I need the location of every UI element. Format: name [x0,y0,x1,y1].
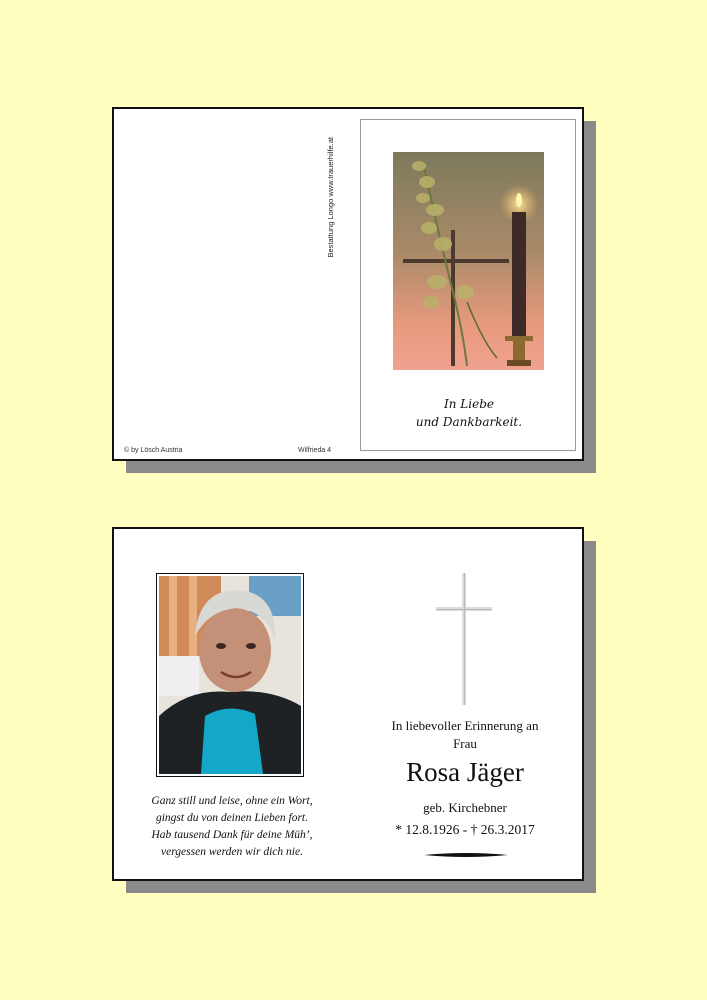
maiden-name: geb. Kirchebner [423,800,507,815]
poem [114,793,350,861]
life-dates: * 12.8.1926 - † 26.3.2017 [395,822,535,837]
candle-cross-image [393,152,544,370]
ornament-divider [424,851,508,859]
poem-line-2: gingst du von deinen Lieben fort. [155,812,309,824]
intro-line-1: In liebevoller Erinnerung an [391,718,539,733]
copyright-note: © by Lösch Austria [124,447,183,454]
cover-frame [360,119,576,451]
motto-line-2: und Dankbarkeit. [415,415,523,429]
card-inside [112,527,584,881]
portrait-photo [159,576,301,774]
motto-line-1: In Liebe [444,397,494,411]
deceased-name: Rosa Jäger [406,757,524,787]
intro-line-2: Frau [453,736,477,751]
card-front [112,107,584,461]
poem-line-3: Hab tausend Dank für deine Müh’, [151,829,313,841]
design-code: Wilfrieda 4 [298,447,332,454]
poem-line-4: vergessen werden wir dich nie. [161,846,303,858]
portrait-photo-frame [156,573,304,777]
vertical-imprint: Bestattung Longo www.trauerhilfe.at [326,137,335,258]
poem-line-1: Ganz still und leise, ohne ein Wort, [151,795,313,807]
cross-icon [436,573,496,705]
